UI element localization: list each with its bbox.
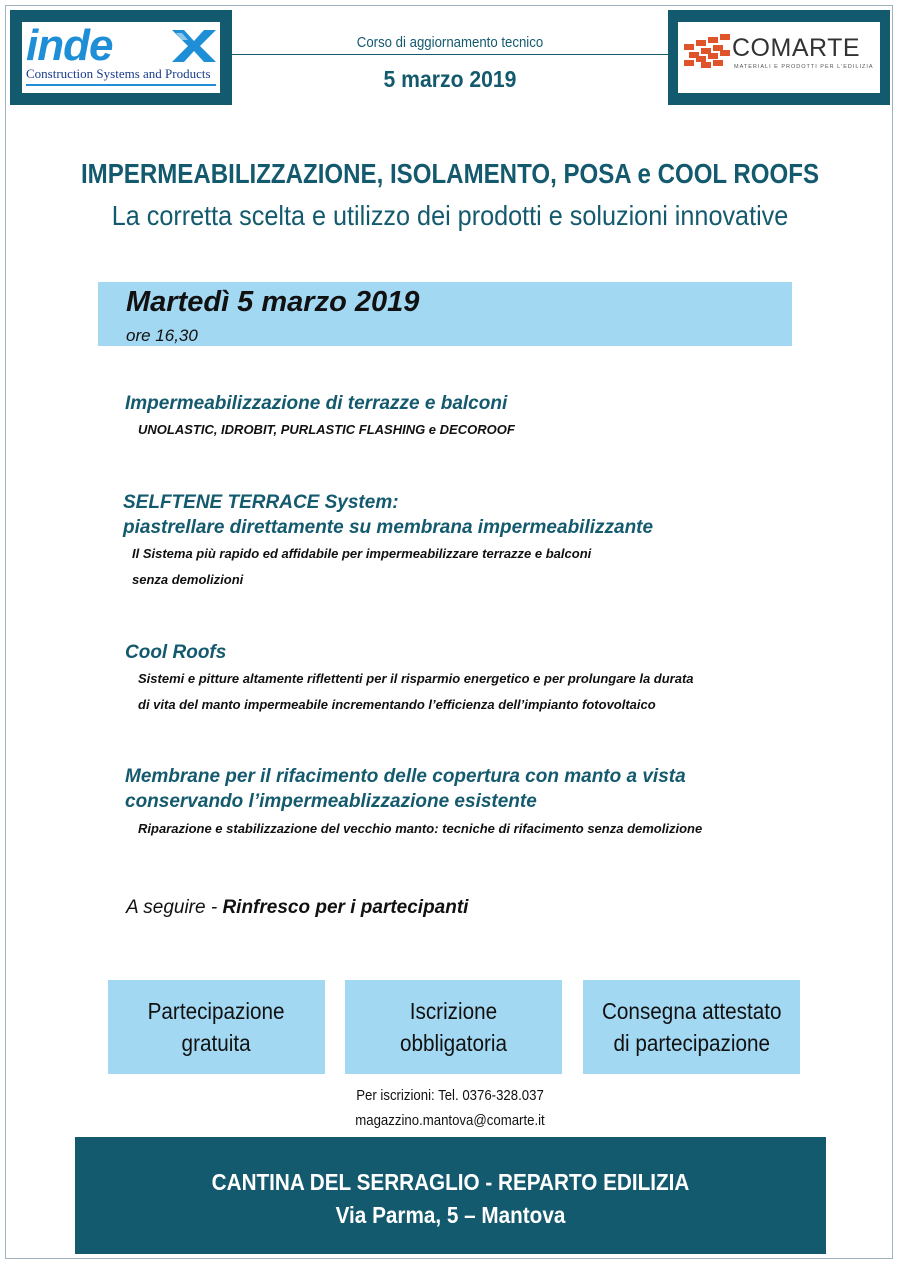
header-divider	[232, 54, 668, 55]
topic-title: Cool Roofs	[125, 642, 227, 663]
index-logo-underline	[26, 84, 216, 86]
index-x-icon	[172, 30, 216, 62]
course-date: 5 marzo 2019	[383, 66, 517, 92]
comarte-logo	[668, 10, 890, 105]
venue-address: Via Parma, 5 – Mantova	[335, 1202, 566, 1228]
topic-title: conservando l’impermeablizzazione esistente	[125, 791, 537, 812]
topic-description: di vita del manto impermeabile incrementando l’efficienza dell’impianto fotovoltaico	[138, 697, 656, 712]
main-subtitle: La corretta scelta e utilizzo dei prodotti e soluzioni innovative	[111, 200, 789, 231]
index-logo-panel	[22, 22, 220, 93]
refreshment-highlight: Rinfresco per i partecipanti	[222, 897, 469, 918]
course-label: Corso di aggiornamento tecnico	[356, 34, 544, 51]
main-title: IMPERMEABILIZZAZIONE, ISOLAMENTO, POSA e COOL ROOFS	[80, 158, 820, 189]
event-date-band	[98, 282, 792, 346]
contact-phone: Per iscrizioni: Tel. 0376-328.037	[356, 1087, 544, 1104]
comarte-logo-panel	[678, 22, 880, 93]
topic-title: piastrellare direttamente su membrana impermeabilizzante	[123, 517, 654, 538]
topic-description: UNOLASTIC, IDROBIT, PURLASTIC FLASHING e DECOROOF	[138, 422, 515, 437]
comarte-logo-word: COMARTE	[732, 34, 861, 62]
event-date: Martedì 5 marzo 2019	[126, 286, 420, 318]
venue-band	[75, 1137, 826, 1254]
topic-description: Sistemi e pitture altamente riflettenti per il risparmio energetico e per prolungare la durata	[138, 671, 694, 686]
topic-description: senza demolizioni	[132, 572, 244, 587]
contact-email[interactable]: magazzino.mantova@comarte.it	[355, 1112, 545, 1129]
index-logo-word: inde	[26, 21, 113, 70]
info-box-label: Consegna attestato di partecipazione	[601, 998, 782, 1056]
comarte-logo-tagline: MATERIALI E PRODOTTI PER L'EDILIZIA	[734, 64, 874, 70]
venue-name: CANTINA DEL SERRAGLIO - REPARTO EDILIZIA	[211, 1169, 690, 1195]
refreshment-prefix: A seguire -	[126, 897, 223, 918]
topic-title: Impermeabilizzazione di terrazze e balconi	[125, 393, 508, 414]
topic-description: Il Sistema più rapido ed affidabile per impermeabilizzare terrazze e balconi	[132, 546, 592, 561]
topic-title: Membrane per il rifacimento delle copertura con manto a vista	[125, 766, 686, 787]
info-box-registration	[345, 980, 562, 1074]
info-box-certificate	[583, 980, 800, 1074]
topic-title: SELFTENE TERRACE System:	[123, 492, 399, 513]
event-time: ore 16,30	[126, 326, 198, 345]
index-logo	[10, 10, 232, 105]
refreshment-note	[126, 897, 468, 919]
info-box-label: Iscrizione obbligatoria	[399, 998, 508, 1056]
info-box-free	[108, 980, 325, 1074]
brick-wall-icon	[684, 34, 730, 68]
info-box-label: Partecipazione gratuita	[148, 998, 285, 1056]
index-logo-tagline: Construction Systems and Products	[26, 66, 211, 81]
topic-description: Riparazione e stabilizzazione del vecchio manto: tecniche di rifacimento senza demolizione	[138, 821, 703, 836]
